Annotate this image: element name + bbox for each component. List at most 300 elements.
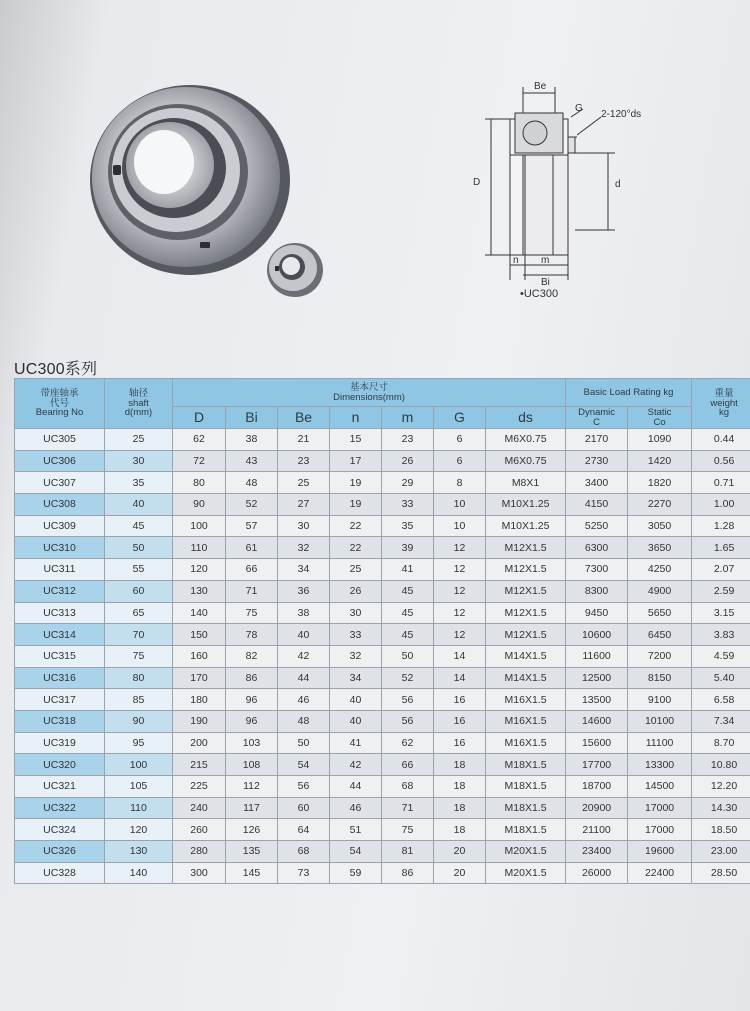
cell-dim-D: 150 — [173, 624, 226, 646]
header-Be: Be — [278, 407, 330, 429]
cell-bearing-no: UC306 — [15, 450, 105, 472]
cell-load-static: 3050 — [628, 515, 692, 537]
cell-bearing-no: UC307 — [15, 472, 105, 494]
table-row — [15, 862, 750, 884]
cell-dim-m: 41 — [382, 559, 434, 581]
cell-dim-m: 39 — [382, 537, 434, 559]
cell-dim-D: 300 — [173, 862, 226, 884]
cell-load-dynamic: 6300 — [566, 537, 628, 559]
cell-load-static: 3650 — [628, 537, 692, 559]
cell-dim-Bi: 78 — [226, 624, 278, 646]
cell-bearing-no: UC321 — [15, 776, 105, 798]
cell-load-static: 5650 — [628, 602, 692, 624]
cell-dim-n: 59 — [330, 862, 382, 884]
cell-load-dynamic: 5250 — [566, 515, 628, 537]
cell-dim-ds: M20X1.5 — [486, 862, 566, 884]
cell-dim-Be: 46 — [278, 689, 330, 711]
cell-shaft-d: 85 — [105, 689, 173, 711]
cell-dim-n: 25 — [330, 559, 382, 581]
table-row — [15, 537, 750, 559]
cell-load-static: 4900 — [628, 580, 692, 602]
cell-dim-ds: M18X1.5 — [486, 776, 566, 798]
cell-load-static: 19600 — [628, 841, 692, 863]
cell-load-static: 17000 — [628, 819, 692, 841]
cell-load-static: 6450 — [628, 624, 692, 646]
cell-shaft-d: 55 — [105, 559, 173, 581]
cell-shaft-d: 105 — [105, 776, 173, 798]
cell-dim-m: 23 — [382, 429, 434, 451]
cell-dim-n: 40 — [330, 689, 382, 711]
table-row — [15, 689, 750, 711]
dim-bi-label: Bi — [541, 277, 550, 288]
cell-dim-ds: M6X0.75 — [486, 450, 566, 472]
cell-dim-m: 26 — [382, 450, 434, 472]
table-row — [15, 624, 750, 646]
table-row — [15, 841, 750, 863]
cell-dim-Bi: 112 — [226, 776, 278, 798]
cell-dim-D: 180 — [173, 689, 226, 711]
cell-dim-G: 8 — [434, 472, 486, 494]
cell-dim-m: 81 — [382, 841, 434, 863]
cell-shaft-d: 50 — [105, 537, 173, 559]
cell-shaft-d: 130 — [105, 841, 173, 863]
header-m: m — [382, 407, 434, 429]
cell-weight: 2.07 — [692, 559, 750, 581]
cell-dim-G: 18 — [434, 776, 486, 798]
table-row — [15, 602, 750, 624]
header-static: Static Co — [628, 407, 692, 429]
cell-dim-Bi: 43 — [226, 450, 278, 472]
cell-dim-m: 33 — [382, 494, 434, 516]
cell-dim-Be: 21 — [278, 429, 330, 451]
cell-dim-G: 12 — [434, 602, 486, 624]
cell-dim-D: 90 — [173, 494, 226, 516]
cell-dim-Be: 64 — [278, 819, 330, 841]
cell-dim-Be: 42 — [278, 645, 330, 667]
cell-dim-Bi: 71 — [226, 580, 278, 602]
spec-table — [14, 378, 750, 884]
cell-dim-m: 75 — [382, 819, 434, 841]
cell-dim-G: 16 — [434, 689, 486, 711]
cell-dim-G: 14 — [434, 667, 486, 689]
cell-load-dynamic: 3400 — [566, 472, 628, 494]
cell-dim-Bi: 75 — [226, 602, 278, 624]
cell-dim-n: 19 — [330, 472, 382, 494]
cell-dim-m: 56 — [382, 689, 434, 711]
cell-dim-ds: M16X1.5 — [486, 689, 566, 711]
cell-dim-m: 62 — [382, 732, 434, 754]
cell-load-dynamic: 15600 — [566, 732, 628, 754]
cell-dim-Be: 73 — [278, 862, 330, 884]
cell-load-static: 1420 — [628, 450, 692, 472]
table-row — [15, 450, 750, 472]
cell-dim-G: 14 — [434, 645, 486, 667]
cell-load-dynamic: 23400 — [566, 841, 628, 863]
cell-dim-ds: M10X1.25 — [486, 494, 566, 516]
cell-dim-m: 86 — [382, 862, 434, 884]
cell-dim-n: 30 — [330, 602, 382, 624]
cell-shaft-d: 120 — [105, 819, 173, 841]
cell-weight: 8.70 — [692, 732, 750, 754]
table-row — [15, 667, 750, 689]
dim-n-label: n — [513, 255, 519, 266]
cell-load-dynamic: 10600 — [566, 624, 628, 646]
cell-bearing-no: UC326 — [15, 841, 105, 863]
cell-dim-Be: 34 — [278, 559, 330, 581]
cell-weight: 0.71 — [692, 472, 750, 494]
cell-weight: 0.44 — [692, 429, 750, 451]
cell-bearing-no: UC324 — [15, 819, 105, 841]
cell-dim-n: 54 — [330, 841, 382, 863]
spec-table-body — [15, 429, 750, 884]
cell-dim-G: 18 — [434, 819, 486, 841]
cell-load-dynamic: 7300 — [566, 559, 628, 581]
cell-dim-ds: M12X1.5 — [486, 559, 566, 581]
cell-dim-ds: M18X1.5 — [486, 797, 566, 819]
cell-dim-ds: M12X1.5 — [486, 624, 566, 646]
dim-be-label: Be — [534, 81, 547, 92]
cell-bearing-no: UC322 — [15, 797, 105, 819]
cell-dim-Be: 25 — [278, 472, 330, 494]
cell-load-dynamic: 14600 — [566, 710, 628, 732]
cell-dim-Be: 23 — [278, 450, 330, 472]
cell-dim-Be: 32 — [278, 537, 330, 559]
cell-dim-D: 100 — [173, 515, 226, 537]
cell-shaft-d: 30 — [105, 450, 173, 472]
cell-dim-n: 44 — [330, 776, 382, 798]
dim-angle-label: 2-120°ds — [601, 109, 642, 120]
cell-dim-Be: 30 — [278, 515, 330, 537]
cell-weight: 10.80 — [692, 754, 750, 776]
cell-load-dynamic: 11600 — [566, 645, 628, 667]
table-row — [15, 645, 750, 667]
cell-dim-D: 260 — [173, 819, 226, 841]
table-row — [15, 819, 750, 841]
cell-load-dynamic: 9450 — [566, 602, 628, 624]
header-G: G — [434, 407, 486, 429]
cell-dim-ds: M14X1.5 — [486, 667, 566, 689]
cell-dim-Be: 60 — [278, 797, 330, 819]
cell-shaft-d: 70 — [105, 624, 173, 646]
bearing-photo — [80, 80, 340, 310]
cell-dim-Bi: 66 — [226, 559, 278, 581]
cell-weight: 28.50 — [692, 862, 750, 884]
bearing-cross-section-drawing — [465, 75, 665, 305]
table-row — [15, 494, 750, 516]
cell-dim-D: 140 — [173, 602, 226, 624]
header-ds: ds — [486, 407, 566, 429]
cell-dim-ds: M14X1.5 — [486, 645, 566, 667]
cell-dim-ds: M16X1.5 — [486, 710, 566, 732]
cell-load-static: 13300 — [628, 754, 692, 776]
cell-dim-ds: M18X1.5 — [486, 754, 566, 776]
cell-dim-ds: M18X1.5 — [486, 819, 566, 841]
cell-dim-ds: M20X1.5 — [486, 841, 566, 863]
cell-dim-m: 35 — [382, 515, 434, 537]
cell-dim-G: 10 — [434, 494, 486, 516]
cell-dim-n: 32 — [330, 645, 382, 667]
cell-load-dynamic: 20900 — [566, 797, 628, 819]
cell-dim-m: 68 — [382, 776, 434, 798]
cell-dim-Bi: 96 — [226, 710, 278, 732]
cell-dim-Be: 50 — [278, 732, 330, 754]
cell-dim-G: 20 — [434, 841, 486, 863]
cell-shaft-d: 45 — [105, 515, 173, 537]
cell-dim-Bi: 126 — [226, 819, 278, 841]
cell-dim-Bi: 117 — [226, 797, 278, 819]
cell-dim-Be: 68 — [278, 841, 330, 863]
cell-dim-Be: 48 — [278, 710, 330, 732]
cell-bearing-no: UC320 — [15, 754, 105, 776]
cell-dim-m: 50 — [382, 645, 434, 667]
cell-dim-m: 52 — [382, 667, 434, 689]
cell-dim-Bi: 103 — [226, 732, 278, 754]
header-weight: 重量 weight kg — [692, 379, 750, 429]
cell-dim-G: 12 — [434, 537, 486, 559]
cell-weight: 6.58 — [692, 689, 750, 711]
cell-weight: 1.00 — [692, 494, 750, 516]
cell-dim-Be: 44 — [278, 667, 330, 689]
cell-bearing-no: UC328 — [15, 862, 105, 884]
cell-dim-G: 6 — [434, 429, 486, 451]
cell-dim-m: 66 — [382, 754, 434, 776]
header-dimensions: 基本尺寸 Dimensions(mm) — [173, 379, 566, 407]
cell-weight: 7.34 — [692, 710, 750, 732]
dim-outer-d-label: D — [473, 177, 481, 188]
cell-weight: 0.56 — [692, 450, 750, 472]
cell-dim-m: 56 — [382, 710, 434, 732]
cell-shaft-d: 25 — [105, 429, 173, 451]
header-bearing-no: 带座轴承 代号 Bearing No — [15, 379, 105, 429]
cell-weight: 12.20 — [692, 776, 750, 798]
cell-shaft-d: 90 — [105, 710, 173, 732]
cell-bearing-no: UC318 — [15, 710, 105, 732]
cell-dim-ds: M6X0.75 — [486, 429, 566, 451]
cell-load-static: 10100 — [628, 710, 692, 732]
cell-dim-Bi: 108 — [226, 754, 278, 776]
cell-load-static: 4250 — [628, 559, 692, 581]
header-n: n — [330, 407, 382, 429]
cell-dim-D: 110 — [173, 537, 226, 559]
cell-load-dynamic: 18700 — [566, 776, 628, 798]
table-row — [15, 797, 750, 819]
cell-dim-n: 46 — [330, 797, 382, 819]
cell-dim-D: 170 — [173, 667, 226, 689]
cell-load-dynamic: 8300 — [566, 580, 628, 602]
cell-load-dynamic: 13500 — [566, 689, 628, 711]
cell-dim-D: 240 — [173, 797, 226, 819]
cell-weight: 1.65 — [692, 537, 750, 559]
cell-dim-D: 130 — [173, 580, 226, 602]
cell-dim-G: 12 — [434, 580, 486, 602]
cell-dim-D: 62 — [173, 429, 226, 451]
cell-dim-Bi: 145 — [226, 862, 278, 884]
cell-dim-n: 22 — [330, 515, 382, 537]
cell-bearing-no: UC315 — [15, 645, 105, 667]
cell-dim-n: 17 — [330, 450, 382, 472]
table-row — [15, 754, 750, 776]
cell-bearing-no: UC309 — [15, 515, 105, 537]
cell-dim-Bi: 52 — [226, 494, 278, 516]
cell-shaft-d: 100 — [105, 754, 173, 776]
cell-dim-G: 16 — [434, 710, 486, 732]
cell-weight: 2.59 — [692, 580, 750, 602]
cell-dim-Be: 38 — [278, 602, 330, 624]
cell-bearing-no: UC317 — [15, 689, 105, 711]
cell-weight: 5.40 — [692, 667, 750, 689]
cell-dim-Bi: 38 — [226, 429, 278, 451]
cell-dim-Be: 36 — [278, 580, 330, 602]
cell-dim-n: 33 — [330, 624, 382, 646]
table-row — [15, 710, 750, 732]
cell-shaft-d: 40 — [105, 494, 173, 516]
cell-load-dynamic: 12500 — [566, 667, 628, 689]
cell-weight: 23.00 — [692, 841, 750, 863]
cell-dim-D: 200 — [173, 732, 226, 754]
cell-dim-n: 15 — [330, 429, 382, 451]
cell-bearing-no: UC314 — [15, 624, 105, 646]
cell-load-static: 8150 — [628, 667, 692, 689]
cell-dim-n: 51 — [330, 819, 382, 841]
cell-shaft-d: 65 — [105, 602, 173, 624]
cell-dim-G: 6 — [434, 450, 486, 472]
cell-load-static: 17000 — [628, 797, 692, 819]
cell-bearing-no: UC316 — [15, 667, 105, 689]
cell-bearing-no: UC312 — [15, 580, 105, 602]
cell-dim-D: 225 — [173, 776, 226, 798]
header-Bi: Bi — [226, 407, 278, 429]
cell-load-dynamic: 17700 — [566, 754, 628, 776]
cell-dim-G: 20 — [434, 862, 486, 884]
cell-dim-n: 19 — [330, 494, 382, 516]
dim-inner-d-label: d — [615, 179, 621, 190]
cell-dim-ds: M8X1 — [486, 472, 566, 494]
cell-dim-n: 42 — [330, 754, 382, 776]
cell-dim-Bi: 86 — [226, 667, 278, 689]
cell-dim-n: 34 — [330, 667, 382, 689]
cell-load-dynamic: 2170 — [566, 429, 628, 451]
cell-dim-G: 18 — [434, 754, 486, 776]
cell-dim-n: 40 — [330, 710, 382, 732]
cell-dim-D: 190 — [173, 710, 226, 732]
cell-dim-G: 10 — [434, 515, 486, 537]
cell-dim-G: 16 — [434, 732, 486, 754]
cell-weight: 1.28 — [692, 515, 750, 537]
cell-dim-D: 120 — [173, 559, 226, 581]
cell-load-dynamic: 4150 — [566, 494, 628, 516]
header-dynamic: Dynamic C — [566, 407, 628, 429]
cell-shaft-d: 75 — [105, 645, 173, 667]
cell-weight: 18.50 — [692, 819, 750, 841]
table-row — [15, 559, 750, 581]
cell-bearing-no: UC310 — [15, 537, 105, 559]
table-row — [15, 732, 750, 754]
cell-load-static: 1090 — [628, 429, 692, 451]
cell-dim-ds: M10X1.25 — [486, 515, 566, 537]
cell-load-static: 11100 — [628, 732, 692, 754]
cell-dim-ds: M12X1.5 — [486, 537, 566, 559]
cell-dim-ds: M12X1.5 — [486, 602, 566, 624]
cell-shaft-d: 95 — [105, 732, 173, 754]
cell-dim-G: 12 — [434, 559, 486, 581]
cell-load-static: 9100 — [628, 689, 692, 711]
cell-dim-Bi: 96 — [226, 689, 278, 711]
cell-dim-G: 12 — [434, 624, 486, 646]
cell-weight: 3.15 — [692, 602, 750, 624]
cell-dim-m: 71 — [382, 797, 434, 819]
table-row — [15, 776, 750, 798]
cell-dim-D: 215 — [173, 754, 226, 776]
cell-dim-m: 45 — [382, 580, 434, 602]
table-row — [15, 472, 750, 494]
cell-load-dynamic: 26000 — [566, 862, 628, 884]
cell-dim-Bi: 48 — [226, 472, 278, 494]
cell-dim-ds: M16X1.5 — [486, 732, 566, 754]
cell-dim-Bi: 82 — [226, 645, 278, 667]
cell-dim-D: 160 — [173, 645, 226, 667]
cell-dim-Be: 40 — [278, 624, 330, 646]
header-load-rating: Basic Load Rating kg — [566, 379, 692, 407]
cell-dim-m: 29 — [382, 472, 434, 494]
cell-shaft-d: 140 — [105, 862, 173, 884]
cell-load-static: 7200 — [628, 645, 692, 667]
cell-load-static: 14500 — [628, 776, 692, 798]
cell-weight: 3.83 — [692, 624, 750, 646]
cell-shaft-d: 60 — [105, 580, 173, 602]
cell-dim-D: 72 — [173, 450, 226, 472]
table-row — [15, 580, 750, 602]
dim-g-label: G — [575, 103, 583, 114]
cell-shaft-d: 35 — [105, 472, 173, 494]
cell-dim-n: 26 — [330, 580, 382, 602]
cell-dim-Be: 27 — [278, 494, 330, 516]
cell-dim-n: 41 — [330, 732, 382, 754]
cell-load-dynamic: 21100 — [566, 819, 628, 841]
cell-dim-Be: 56 — [278, 776, 330, 798]
cell-bearing-no: UC313 — [15, 602, 105, 624]
cell-dim-m: 45 — [382, 602, 434, 624]
header-shaft: 轴径 shaft d(mm) — [105, 379, 173, 429]
cell-shaft-d: 80 — [105, 667, 173, 689]
cell-dim-Bi: 61 — [226, 537, 278, 559]
cell-load-dynamic: 2730 — [566, 450, 628, 472]
cell-dim-n: 22 — [330, 537, 382, 559]
cell-weight: 4.59 — [692, 645, 750, 667]
cell-dim-Bi: 135 — [226, 841, 278, 863]
cell-shaft-d: 110 — [105, 797, 173, 819]
section-title: UC300系列 — [14, 361, 98, 378]
drawing-caption: •UC300 — [520, 288, 559, 300]
header-D: D — [173, 407, 226, 429]
cell-dim-G: 18 — [434, 797, 486, 819]
cell-load-static: 1820 — [628, 472, 692, 494]
cell-dim-Bi: 57 — [226, 515, 278, 537]
dim-m-label: m — [541, 255, 550, 266]
cell-weight: 14.30 — [692, 797, 750, 819]
cell-bearing-no: UC305 — [15, 429, 105, 451]
cell-bearing-no: UC308 — [15, 494, 105, 516]
cell-load-static: 22400 — [628, 862, 692, 884]
table-row — [15, 429, 750, 451]
cell-dim-D: 80 — [173, 472, 226, 494]
cell-dim-m: 45 — [382, 624, 434, 646]
cell-bearing-no: UC319 — [15, 732, 105, 754]
table-row — [15, 515, 750, 537]
cell-dim-D: 280 — [173, 841, 226, 863]
cell-load-static: 2270 — [628, 494, 692, 516]
cell-dim-ds: M12X1.5 — [486, 580, 566, 602]
cell-dim-Be: 54 — [278, 754, 330, 776]
